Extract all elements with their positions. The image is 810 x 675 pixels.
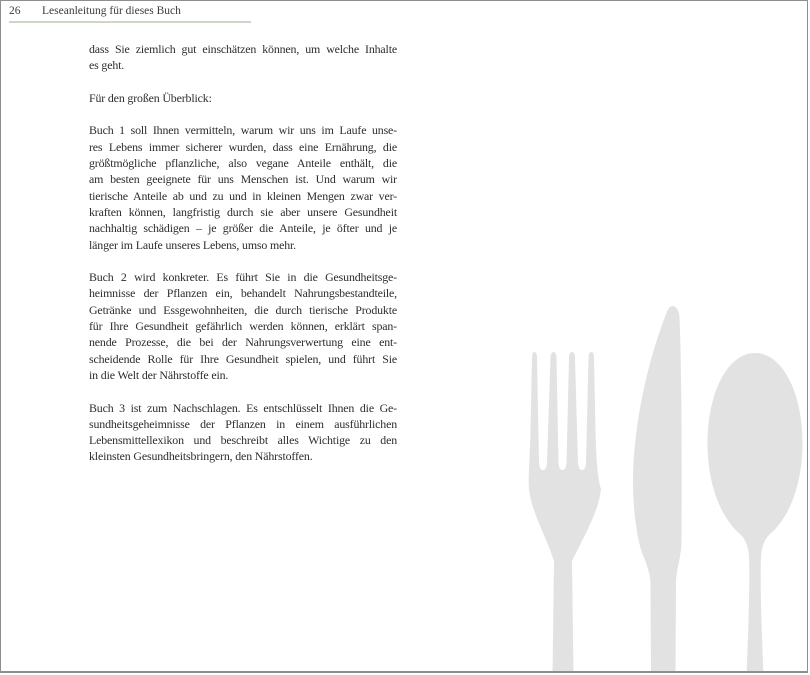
text-line: länger im Laufe unseres Lebens, umso mehr. (89, 237, 297, 252)
text-line: für Ihre Gesundheit gefährlich werden können, erklärt span- (89, 319, 397, 334)
body-text (89, 41, 397, 481)
text-line: es geht. (89, 58, 125, 73)
text-line: sundheitsgeheimnisse der Pflanzen in einem ausführlichen (89, 416, 397, 431)
text-line: in die Welt der Nährstoffe ein. (89, 367, 229, 382)
knife-icon (633, 306, 682, 673)
text-line: Buch 2 wird konkreter. Es führt Sie in die Gesundheitsge- (89, 270, 397, 285)
text-line: kleinsten Gesundheitsbringern, den Nährstoffen. (89, 449, 313, 464)
text-line: scheidende Rolle für Ihre Gesundheit spielen, und führt Sie (89, 351, 397, 366)
text-line: Buch 1 soll Ihnen vermitteln, warum wir uns im Laufe unse- (89, 123, 397, 138)
paragraph (89, 269, 397, 383)
text-line: heimnisse der Pflanzen ein, behandelt Nahrungsbestandteile, (89, 286, 397, 301)
fork-icon (529, 352, 601, 673)
text-line: res Lebens immer sicherer wurden, dass eine Ernährung, die (89, 139, 397, 154)
text-line: kraften können, langfristig durch sie aber unsere Gesundheit (89, 204, 397, 219)
paragraph (89, 400, 397, 465)
text-line: Für den großen Überblick: (89, 90, 212, 105)
text-line: dass Sie ziemlich gut einschätzen können, um welche Inhalte (89, 42, 397, 56)
running-head (9, 5, 181, 17)
text-line: Lebensmittellexikon und beschreibt alles Wichtige zu den (89, 433, 397, 448)
text-line: tierische Anteile ab und zu und in kleinen Mengen zwar ver- (89, 188, 397, 203)
text-line: nende Prozesse, die bei der Nahrungsverwertung eine ent- (89, 335, 397, 350)
paragraph (89, 90, 397, 106)
text-line: Buch 3 ist zum Nachschlagen. Es entschlüsselt Ihnen die Ge- (89, 400, 397, 415)
paragraph (89, 41, 397, 74)
paragraph (89, 122, 397, 252)
header-rule (9, 21, 251, 23)
text-line: am besten geeignete für uns Menschen ist. Und warum wir (89, 172, 397, 187)
page-number: 26 (9, 5, 21, 17)
text-line: nachhaltig schädigen – je größer die Anteile, je öfter und je (89, 221, 397, 236)
text-line: größtmögliche pflanzliche, also vegane Anteile enthält, die (89, 156, 397, 171)
spoon-icon (708, 353, 803, 673)
text-line: Getränke und Essgewohnheiten, die durch tierische Produkte (89, 302, 397, 317)
chapter-title: Leseanleitung für dieses Buch (42, 5, 181, 17)
